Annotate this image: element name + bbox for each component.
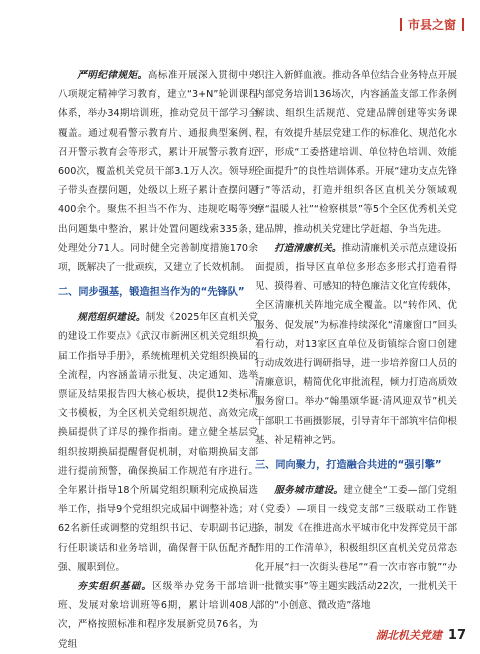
section-heading [255,456,457,475]
paragraph-body: 织注入新鲜血液。推动各单位结合业务特点开展内部党务培训136场次，内容涵盖支部工作条例解读、组织生活规范、党建品牌创建等实务课程，有效提升基层党建工作的标准化、规范化水平，形成“工委搭建培训、单位特色培训、效能全面提升”的良性培训体系。开展“建功支点先锋行”等活动，打造并组织各区直机关分领域观摩“温暖人社”“检察棋景”等5个全区优秀机关党建品牌，推动机关党建比学赶超、争当先进。 [255,70,457,235]
section-heading-text: 二、同步强基，锻造担当作为的“先锋队” [58,287,245,299]
paragraph-body: 制发《2025年区直机关党的建设工作要点》《武汉市新洲区机关党组织换届工作指导手册》，系统梳理机关党组织换届的全流程，内容涵盖请示批复、决定通知、选举票证及结果报告四大核心板块，提供12类标准文书模板，为全区机关党组织规范、高效完成换届提供了详尽的操作指南。建立健全基层党组织按期换届提醒督促机制，对临期换届支部进行提前预警，确保换届工作规范有序进行。全年累计指导18个所属党组织顺利完成换届选举工作，指导9个党组织完成届中调整补选；对62名新任或调整的党组织书记、专职副书记进行任职谈话和业务培训，确保督干队伍配齐配强、履职到位。 [58,312,258,573]
paragraph-body: 建立健全“工委—部门党组（党委）—项目一线党支部”三级联动工作链条，制发《在推进高水平城市化中发挥党员干部作用的工作清单》，积极组织区直机关党员常态化开展“扫一次街头巷尾”“看一次市容市貌”“办一批微实事”等主题实践活动22次，一批机关干部的“小创意、微改造”落地 [255,485,457,612]
paragraph [58,308,258,577]
paragraph [255,66,457,239]
right-column [255,66,457,615]
magazine-name: 湖北机关党建 [375,629,442,642]
page-number: 17 [447,627,466,643]
page-footer [376,627,466,643]
section-heading-text: 三、同向聚力，打造融合共进的“强引擎” [255,460,442,472]
paragraph [255,239,457,450]
paragraph-body: 高标准开展深入贯彻中央八项规定精神学习教育，建立“3+N”轮训课程体系，举办34期培训班，推动党员干部学习全覆盖。通过观看警示教育片、通报典型案例、召开警示教育会等形式，累计开展警示教育近600次，覆盖机关党员干部3.1万人次。领导班子带头查摆问题，处级以上班子累计查摆问题400余个。聚焦不担当不作为、违规吃喝等突出问题集中整治，累计处置问题线索335条，处理处分71人。同时健全完善制度措施170余项，既解决了一批顽疾，又建立了长效机制。 [58,70,259,274]
paragraph-lead: 夯实组织基础。 [77,581,153,593]
section-heading [58,283,258,302]
paragraph-lead: 规范组织建设。 [77,312,146,324]
paragraph-body: 区级举办党务干部培训班、发展对象培训班等6期，累计培训408人次，严格按照标准和程序发展新党员76名，为党组 [58,581,259,650]
column-header [400,16,464,33]
paragraph [255,481,457,615]
paragraph-lead: 严明纪律规矩。 [77,70,148,81]
header-divider-right [462,18,464,31]
paragraph [58,66,258,277]
paragraph [58,577,258,654]
paragraph-lead: 服务城市建设。 [274,485,344,497]
paragraph-body: 推动清廉机关示范点建设拓面提质，指导区直单位多形态多形式打造看得见、摸得着、可感知的特色廉洁文化宣传载体，全区清廉机关阵地完成全覆盖。以“转作风、优服务、促发展”为标准持续深化“清廉窗口”回头看行动，对13家区直单位及街镇综合窗口创建行动成效进行调研指导，进一步培养窗口人员的清廉意识，精简优化审批流程，倾力打造高质效服务窗口。举办“翰墨颂华诞·清风迎双节”机关干部职工书画摄影展，引导青年干部筑牢信仰根基、补足精神之钙。 [255,242,458,446]
header-divider [400,18,402,31]
column-label: 市县之窗 [407,18,456,32]
left-column [58,66,258,654]
paragraph-lead: 打造清廉机关。 [274,242,342,254]
